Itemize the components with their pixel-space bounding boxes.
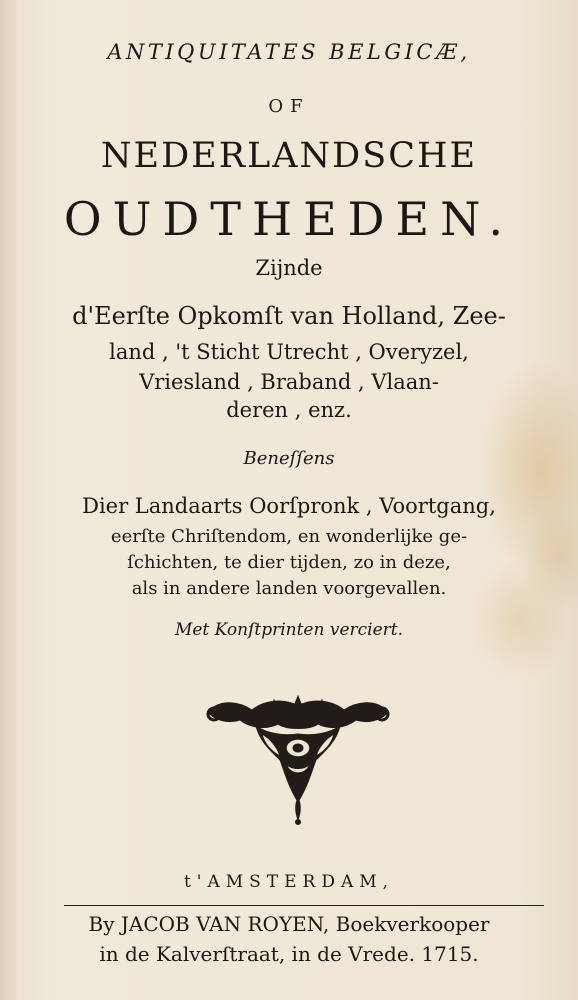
of-connector: OF [268, 96, 310, 117]
description-line-2: land , 't Sticht Utrecht , Overyzel, [109, 340, 469, 364]
imprint-divider [64, 905, 544, 906]
description-line-3: Vriesland , Braband , Vlaan- [139, 370, 439, 394]
publisher-line-2: in de Kalverſtraat, in de Vrede. 1715. [99, 942, 479, 966]
printer-ornament-icon [200, 690, 396, 825]
publisher-line-1: By JACOB VAN ROYEN, Boekverkooper [88, 912, 490, 936]
description-line-1: d'Eerſte Opkomſt van Holland, Zee- [72, 302, 506, 330]
subtitle-line-2: eerſte Chriſtendom, en wonderlijke ge- [110, 526, 468, 547]
subtitle-line-3: ſchichten, te dier tijden, zo in deze, [127, 552, 451, 573]
main-title-line-2: OUDTHEDEN. [63, 192, 515, 246]
zijnde-heading: Zijnde [255, 256, 323, 280]
latin-title: ANTIQUITATES BELGICÆ, [107, 40, 471, 64]
beneffens-heading: Beneſſens [243, 448, 335, 469]
subtitle-line-4: als in andere landen voorgevallen. [131, 578, 447, 599]
imprint-place: t'AMSTERDAM, [183, 872, 395, 892]
illustrations-note: Met Konſtprinten verciert. [174, 620, 404, 640]
subtitle-line-1: Dier Landaarts Oorſpronk , Voortgang, [82, 494, 496, 518]
main-title-line-1: NEDERLANDSCHE [100, 136, 478, 176]
description-line-4: deren , enz. [226, 398, 352, 422]
